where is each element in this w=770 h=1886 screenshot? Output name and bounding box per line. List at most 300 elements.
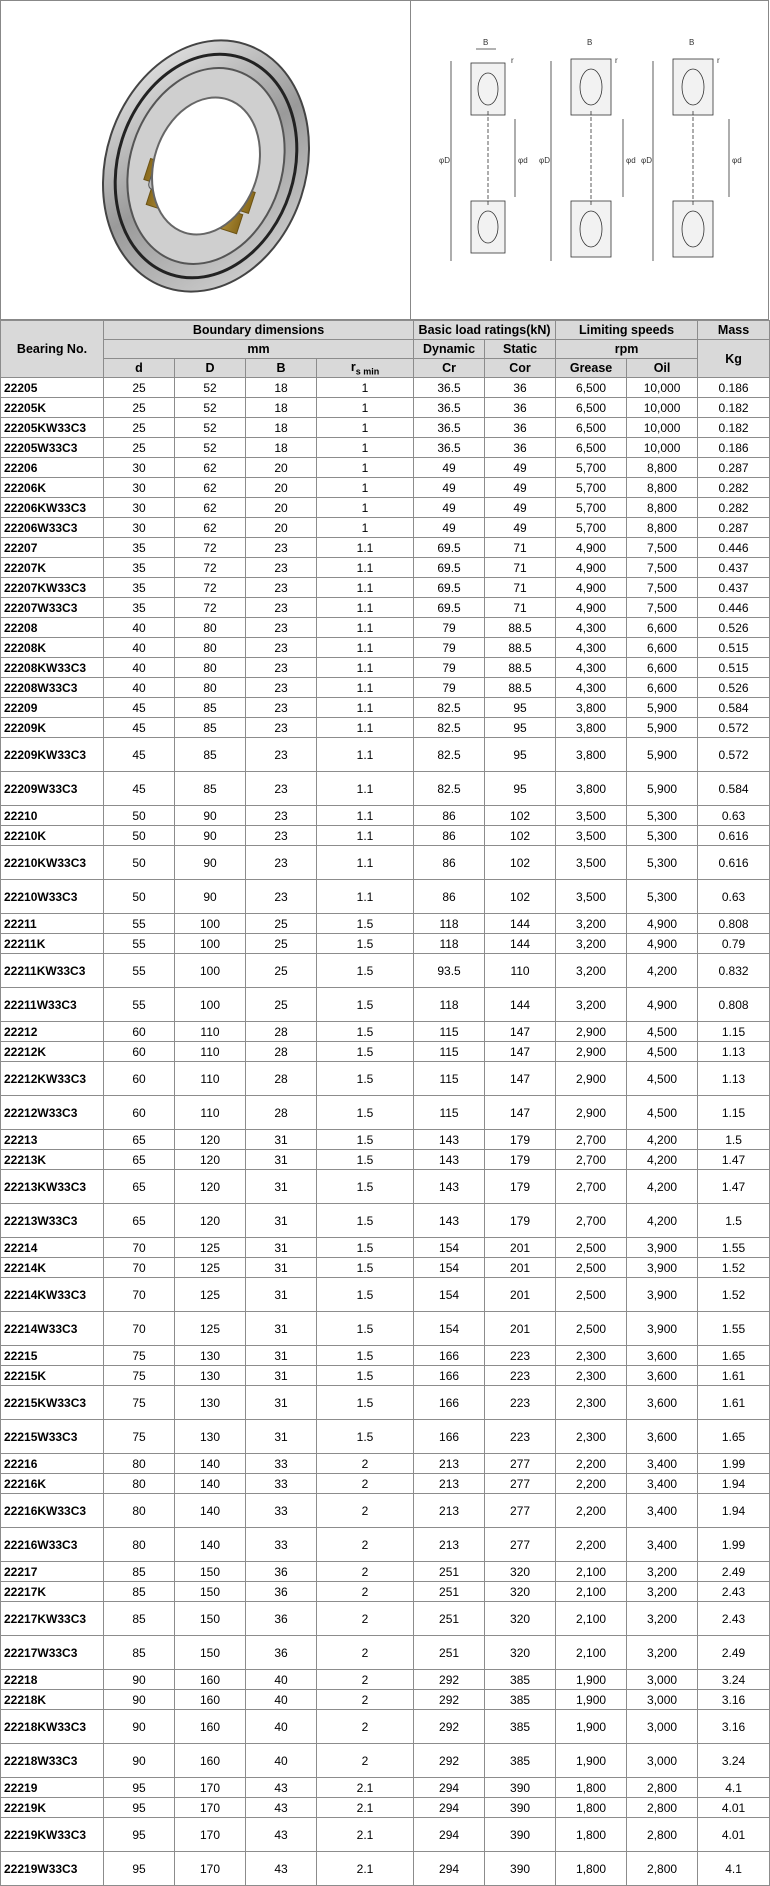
table-row bbox=[1, 598, 770, 618]
table-row bbox=[1, 806, 770, 826]
cell-rs: 2 bbox=[317, 1670, 414, 1690]
cell-cor: 320 bbox=[485, 1602, 556, 1636]
cell-d: 30 bbox=[104, 518, 175, 538]
cell-rs: 1 bbox=[317, 518, 414, 538]
cell-cor: 49 bbox=[485, 518, 556, 538]
cell-mass: 1.55 bbox=[698, 1312, 770, 1346]
cell-cr: 93.5 bbox=[414, 954, 485, 988]
bearing-table bbox=[0, 320, 770, 1886]
cell-rs: 1.1 bbox=[317, 738, 414, 772]
cell-B: 23 bbox=[246, 558, 317, 578]
cell-no: 22214W33C3 bbox=[1, 1312, 104, 1346]
cell-cor: 88.5 bbox=[485, 638, 556, 658]
cell-cr: 213 bbox=[414, 1528, 485, 1562]
cell-d: 95 bbox=[104, 1798, 175, 1818]
cell-rs: 1.5 bbox=[317, 1386, 414, 1420]
cell-oil: 2,800 bbox=[627, 1778, 698, 1798]
cell-cr: 154 bbox=[414, 1258, 485, 1278]
cell-d: 45 bbox=[104, 718, 175, 738]
cell-no: 22216W33C3 bbox=[1, 1528, 104, 1562]
cell-oil: 3,000 bbox=[627, 1744, 698, 1778]
cell-rs: 1.1 bbox=[317, 718, 414, 738]
section-drawing-1 bbox=[451, 49, 515, 261]
cell-oil: 3,900 bbox=[627, 1278, 698, 1312]
cell-cr: 166 bbox=[414, 1346, 485, 1366]
cell-mass: 0.437 bbox=[698, 578, 770, 598]
cell-d: 40 bbox=[104, 618, 175, 638]
cell-oil: 3,400 bbox=[627, 1494, 698, 1528]
cell-d: 50 bbox=[104, 806, 175, 826]
table-row bbox=[1, 558, 770, 578]
cell-cor: 277 bbox=[485, 1474, 556, 1494]
cell-D: 72 bbox=[175, 598, 246, 618]
cell-d: 30 bbox=[104, 498, 175, 518]
cell-cr: 251 bbox=[414, 1636, 485, 1670]
cell-no: 22216K bbox=[1, 1474, 104, 1494]
table-row bbox=[1, 438, 770, 458]
cell-B: 18 bbox=[246, 438, 317, 458]
header-boundary: Boundary dimensions bbox=[104, 321, 414, 340]
cell-mass: 0.63 bbox=[698, 806, 770, 826]
cell-d: 25 bbox=[104, 378, 175, 398]
cell-B: 31 bbox=[246, 1204, 317, 1238]
cell-cor: 390 bbox=[485, 1818, 556, 1852]
cell-d: 90 bbox=[104, 1744, 175, 1778]
cell-D: 120 bbox=[175, 1204, 246, 1238]
cell-cr: 69.5 bbox=[414, 578, 485, 598]
cell-mass: 0.282 bbox=[698, 478, 770, 498]
table-row bbox=[1, 1096, 770, 1130]
cell-d: 50 bbox=[104, 880, 175, 914]
cell-d: 80 bbox=[104, 1528, 175, 1562]
cell-mass: 0.808 bbox=[698, 988, 770, 1022]
header-mm: mm bbox=[104, 340, 414, 359]
cell-cr: 79 bbox=[414, 618, 485, 638]
cell-no: 22212K bbox=[1, 1042, 104, 1062]
cell-d: 90 bbox=[104, 1670, 175, 1690]
cell-no: 22210 bbox=[1, 806, 104, 826]
cell-rs: 1.1 bbox=[317, 658, 414, 678]
cell-rs: 1.5 bbox=[317, 1042, 414, 1062]
cell-cr: 251 bbox=[414, 1562, 485, 1582]
cell-oil: 4,200 bbox=[627, 954, 698, 988]
cell-cr: 143 bbox=[414, 1150, 485, 1170]
cell-cr: 294 bbox=[414, 1852, 485, 1886]
cell-D: 130 bbox=[175, 1366, 246, 1386]
cell-oil: 10,000 bbox=[627, 418, 698, 438]
cell-oil: 3,400 bbox=[627, 1528, 698, 1562]
header-d: d bbox=[104, 359, 175, 378]
cell-B: 23 bbox=[246, 578, 317, 598]
cell-mass: 1.94 bbox=[698, 1494, 770, 1528]
cell-grease: 2,500 bbox=[556, 1258, 627, 1278]
cell-B: 31 bbox=[246, 1258, 317, 1278]
cell-rs: 1.1 bbox=[317, 618, 414, 638]
cell-rs: 1.5 bbox=[317, 1420, 414, 1454]
table-row bbox=[1, 1150, 770, 1170]
cell-oil: 3,900 bbox=[627, 1238, 698, 1258]
cell-D: 72 bbox=[175, 538, 246, 558]
cell-oil: 3,600 bbox=[627, 1346, 698, 1366]
cell-mass: 0.186 bbox=[698, 378, 770, 398]
cell-cor: 320 bbox=[485, 1582, 556, 1602]
cell-d: 55 bbox=[104, 954, 175, 988]
table-row bbox=[1, 1062, 770, 1096]
cell-rs: 1.5 bbox=[317, 954, 414, 988]
table-row bbox=[1, 1670, 770, 1690]
cell-mass: 0.572 bbox=[698, 738, 770, 772]
cell-B: 36 bbox=[246, 1602, 317, 1636]
cell-B: 33 bbox=[246, 1494, 317, 1528]
cell-no: 22212 bbox=[1, 1022, 104, 1042]
cell-oil: 10,000 bbox=[627, 438, 698, 458]
cell-grease: 3,200 bbox=[556, 914, 627, 934]
cell-D: 130 bbox=[175, 1346, 246, 1366]
cell-grease: 2,300 bbox=[556, 1346, 627, 1366]
cell-oil: 3,000 bbox=[627, 1710, 698, 1744]
cell-d: 60 bbox=[104, 1022, 175, 1042]
cell-rs: 2 bbox=[317, 1636, 414, 1670]
cell-no: 22209W33C3 bbox=[1, 772, 104, 806]
header-D: D bbox=[175, 359, 246, 378]
cell-D: 85 bbox=[175, 738, 246, 772]
cell-grease: 2,700 bbox=[556, 1130, 627, 1150]
cell-no: 22214K bbox=[1, 1258, 104, 1278]
cell-cr: 292 bbox=[414, 1710, 485, 1744]
cell-oil: 5,900 bbox=[627, 772, 698, 806]
cell-B: 20 bbox=[246, 458, 317, 478]
cell-mass: 1.52 bbox=[698, 1278, 770, 1312]
cell-mass: 1.5 bbox=[698, 1204, 770, 1238]
cell-cor: 223 bbox=[485, 1386, 556, 1420]
cell-rs: 1.1 bbox=[317, 846, 414, 880]
cell-D: 100 bbox=[175, 954, 246, 988]
cell-B: 43 bbox=[246, 1798, 317, 1818]
cell-mass: 2.43 bbox=[698, 1582, 770, 1602]
cell-cr: 292 bbox=[414, 1744, 485, 1778]
table-row bbox=[1, 1042, 770, 1062]
cell-d: 70 bbox=[104, 1238, 175, 1258]
header-cor: Cor bbox=[485, 359, 556, 378]
cell-cor: 36 bbox=[485, 378, 556, 398]
header-load: Basic load ratings(kN) bbox=[414, 321, 556, 340]
cell-d: 35 bbox=[104, 558, 175, 578]
cell-grease: 2,900 bbox=[556, 1096, 627, 1130]
cell-grease: 1,800 bbox=[556, 1798, 627, 1818]
cell-no: 22205W33C3 bbox=[1, 438, 104, 458]
cell-D: 140 bbox=[175, 1528, 246, 1562]
cell-cr: 118 bbox=[414, 988, 485, 1022]
label-b-2: B bbox=[587, 38, 593, 47]
cell-mass: 1.94 bbox=[698, 1474, 770, 1494]
cell-cor: 179 bbox=[485, 1130, 556, 1150]
cell-d: 85 bbox=[104, 1602, 175, 1636]
table-row bbox=[1, 772, 770, 806]
cell-rs: 1.5 bbox=[317, 1346, 414, 1366]
bearing-drawing bbox=[411, 1, 768, 319]
cell-grease: 2,500 bbox=[556, 1238, 627, 1258]
cell-grease: 2,500 bbox=[556, 1278, 627, 1312]
table-row bbox=[1, 418, 770, 438]
cell-cr: 115 bbox=[414, 1062, 485, 1096]
cell-grease: 2,100 bbox=[556, 1636, 627, 1670]
table-row bbox=[1, 1258, 770, 1278]
cell-cor: 390 bbox=[485, 1852, 556, 1886]
cell-mass: 1.5 bbox=[698, 1130, 770, 1150]
cell-mass: 0.808 bbox=[698, 914, 770, 934]
cell-grease: 2,100 bbox=[556, 1602, 627, 1636]
cell-grease: 2,200 bbox=[556, 1454, 627, 1474]
table-row bbox=[1, 518, 770, 538]
cell-grease: 4,900 bbox=[556, 538, 627, 558]
cell-grease: 4,300 bbox=[556, 618, 627, 638]
cell-mass: 0.526 bbox=[698, 618, 770, 638]
cell-mass: 0.616 bbox=[698, 826, 770, 846]
cell-cr: 213 bbox=[414, 1454, 485, 1474]
cell-D: 140 bbox=[175, 1454, 246, 1474]
cell-d: 85 bbox=[104, 1562, 175, 1582]
cell-grease: 3,800 bbox=[556, 718, 627, 738]
cell-D: 170 bbox=[175, 1852, 246, 1886]
cell-mass: 3.24 bbox=[698, 1744, 770, 1778]
table-row bbox=[1, 1528, 770, 1562]
cell-rs: 2 bbox=[317, 1744, 414, 1778]
cell-mass: 0.515 bbox=[698, 658, 770, 678]
cell-oil: 3,400 bbox=[627, 1474, 698, 1494]
cell-rs: 2.1 bbox=[317, 1852, 414, 1886]
table-row bbox=[1, 1744, 770, 1778]
cell-no: 22207KW33C3 bbox=[1, 578, 104, 598]
cell-no: 22211W33C3 bbox=[1, 988, 104, 1022]
label-inner-diameter-3: φd bbox=[732, 156, 742, 165]
label-b-3: B bbox=[689, 38, 695, 47]
cell-cor: 144 bbox=[485, 988, 556, 1022]
cell-cr: 118 bbox=[414, 934, 485, 954]
cell-no: 22214KW33C3 bbox=[1, 1278, 104, 1312]
cell-grease: 5,700 bbox=[556, 518, 627, 538]
cell-d: 65 bbox=[104, 1150, 175, 1170]
cell-no: 22219K bbox=[1, 1798, 104, 1818]
cell-no: 22211KW33C3 bbox=[1, 954, 104, 988]
cell-grease: 5,700 bbox=[556, 498, 627, 518]
cell-rs: 1 bbox=[317, 458, 414, 478]
cell-B: 31 bbox=[246, 1170, 317, 1204]
cell-D: 140 bbox=[175, 1474, 246, 1494]
cell-rs: 1.1 bbox=[317, 638, 414, 658]
header-bearing-no: Bearing No. bbox=[1, 321, 104, 378]
cell-rs: 1 bbox=[317, 438, 414, 458]
cell-B: 31 bbox=[246, 1346, 317, 1366]
cell-grease: 4,300 bbox=[556, 658, 627, 678]
cell-mass: 1.15 bbox=[698, 1022, 770, 1042]
cell-cr: 86 bbox=[414, 880, 485, 914]
cell-mass: 3.16 bbox=[698, 1710, 770, 1744]
cell-grease: 5,700 bbox=[556, 478, 627, 498]
cell-D: 150 bbox=[175, 1636, 246, 1670]
cell-B: 33 bbox=[246, 1474, 317, 1494]
cell-grease: 3,200 bbox=[556, 954, 627, 988]
cell-mass: 0.572 bbox=[698, 718, 770, 738]
cell-grease: 4,900 bbox=[556, 558, 627, 578]
cell-cor: 110 bbox=[485, 954, 556, 988]
cell-mass: 0.446 bbox=[698, 538, 770, 558]
cell-oil: 4,500 bbox=[627, 1042, 698, 1062]
cell-cr: 82.5 bbox=[414, 698, 485, 718]
cell-rs: 2.1 bbox=[317, 1818, 414, 1852]
table-row bbox=[1, 1238, 770, 1258]
cell-cor: 201 bbox=[485, 1238, 556, 1258]
cell-D: 125 bbox=[175, 1312, 246, 1346]
table-row bbox=[1, 1312, 770, 1346]
cell-B: 23 bbox=[246, 538, 317, 558]
header-dynamic: Dynamic bbox=[414, 340, 485, 359]
cell-mass: 0.832 bbox=[698, 954, 770, 988]
cell-d: 85 bbox=[104, 1582, 175, 1602]
cell-D: 110 bbox=[175, 1096, 246, 1130]
cell-no: 22219 bbox=[1, 1778, 104, 1798]
cell-oil: 3,200 bbox=[627, 1562, 698, 1582]
cell-mass: 0.616 bbox=[698, 846, 770, 880]
cell-d: 30 bbox=[104, 458, 175, 478]
cell-D: 160 bbox=[175, 1670, 246, 1690]
cell-B: 28 bbox=[246, 1062, 317, 1096]
cell-cr: 49 bbox=[414, 498, 485, 518]
table-row bbox=[1, 1562, 770, 1582]
table-row bbox=[1, 1170, 770, 1204]
table-row bbox=[1, 718, 770, 738]
cell-cor: 385 bbox=[485, 1690, 556, 1710]
cell-d: 80 bbox=[104, 1454, 175, 1474]
cell-rs: 2 bbox=[317, 1562, 414, 1582]
cell-cr: 251 bbox=[414, 1602, 485, 1636]
cell-cor: 144 bbox=[485, 914, 556, 934]
header-kg: Kg bbox=[698, 340, 770, 378]
cell-cor: 147 bbox=[485, 1062, 556, 1096]
cell-cor: 102 bbox=[485, 880, 556, 914]
table-row bbox=[1, 378, 770, 398]
table-row bbox=[1, 618, 770, 638]
cell-cor: 88.5 bbox=[485, 678, 556, 698]
cell-rs: 1.5 bbox=[317, 1150, 414, 1170]
cell-D: 62 bbox=[175, 478, 246, 498]
cell-no: 22212W33C3 bbox=[1, 1096, 104, 1130]
cell-cr: 86 bbox=[414, 846, 485, 880]
cell-no: 22205KW33C3 bbox=[1, 418, 104, 438]
cell-grease: 2,700 bbox=[556, 1170, 627, 1204]
cell-cor: 320 bbox=[485, 1636, 556, 1670]
cell-oil: 3,000 bbox=[627, 1670, 698, 1690]
cell-oil: 4,200 bbox=[627, 1130, 698, 1150]
cell-cr: 82.5 bbox=[414, 718, 485, 738]
cell-rs: 1.1 bbox=[317, 678, 414, 698]
cell-D: 100 bbox=[175, 914, 246, 934]
cell-cor: 71 bbox=[485, 598, 556, 618]
cell-mass: 1.13 bbox=[698, 1062, 770, 1096]
cell-D: 100 bbox=[175, 934, 246, 954]
cell-no: 22210KW33C3 bbox=[1, 846, 104, 880]
cell-grease: 1,800 bbox=[556, 1818, 627, 1852]
cell-D: 160 bbox=[175, 1690, 246, 1710]
cell-B: 23 bbox=[246, 598, 317, 618]
cell-oil: 6,600 bbox=[627, 638, 698, 658]
cell-d: 55 bbox=[104, 914, 175, 934]
cell-cor: 49 bbox=[485, 478, 556, 498]
cell-no: 22208KW33C3 bbox=[1, 658, 104, 678]
cell-B: 23 bbox=[246, 658, 317, 678]
cell-oil: 3,600 bbox=[627, 1386, 698, 1420]
cell-B: 43 bbox=[246, 1778, 317, 1798]
cell-oil: 8,800 bbox=[627, 518, 698, 538]
cell-mass: 0.526 bbox=[698, 678, 770, 698]
cell-d: 65 bbox=[104, 1204, 175, 1238]
cell-cor: 102 bbox=[485, 826, 556, 846]
cell-no: 22210K bbox=[1, 826, 104, 846]
cell-D: 80 bbox=[175, 618, 246, 638]
cell-rs: 1.5 bbox=[317, 988, 414, 1022]
label-outer-diameter-3: φD bbox=[641, 156, 652, 165]
cell-rs: 1.5 bbox=[317, 1312, 414, 1346]
cell-d: 35 bbox=[104, 578, 175, 598]
cell-d: 40 bbox=[104, 638, 175, 658]
header-speeds: Limiting speeds bbox=[556, 321, 698, 340]
cell-D: 52 bbox=[175, 438, 246, 458]
cell-rs: 1.1 bbox=[317, 578, 414, 598]
cell-rs: 1.5 bbox=[317, 1258, 414, 1278]
cell-rs: 1 bbox=[317, 398, 414, 418]
cell-B: 25 bbox=[246, 934, 317, 954]
cell-no: 22208K bbox=[1, 638, 104, 658]
cell-d: 45 bbox=[104, 698, 175, 718]
cell-d: 60 bbox=[104, 1096, 175, 1130]
cell-grease: 3,200 bbox=[556, 934, 627, 954]
cell-oil: 10,000 bbox=[627, 378, 698, 398]
cell-B: 31 bbox=[246, 1150, 317, 1170]
cell-no: 22218W33C3 bbox=[1, 1744, 104, 1778]
cell-rs: 1.1 bbox=[317, 698, 414, 718]
cell-cor: 147 bbox=[485, 1042, 556, 1062]
cell-cr: 69.5 bbox=[414, 538, 485, 558]
cell-oil: 4,900 bbox=[627, 914, 698, 934]
cell-mass: 1.65 bbox=[698, 1420, 770, 1454]
cell-rs: 1 bbox=[317, 378, 414, 398]
table-row bbox=[1, 1204, 770, 1238]
cell-B: 23 bbox=[246, 880, 317, 914]
cell-d: 35 bbox=[104, 598, 175, 618]
table-row bbox=[1, 658, 770, 678]
cell-cor: 36 bbox=[485, 418, 556, 438]
cell-cr: 36.5 bbox=[414, 398, 485, 418]
cell-rs: 2 bbox=[317, 1690, 414, 1710]
label-b-1: B bbox=[483, 38, 489, 47]
cell-cor: 385 bbox=[485, 1670, 556, 1690]
cell-cor: 390 bbox=[485, 1798, 556, 1818]
cell-grease: 5,700 bbox=[556, 458, 627, 478]
cell-mass: 0.186 bbox=[698, 438, 770, 458]
cell-rs: 1.1 bbox=[317, 772, 414, 806]
cell-no: 22211 bbox=[1, 914, 104, 934]
cell-oil: 2,800 bbox=[627, 1818, 698, 1852]
cell-D: 52 bbox=[175, 418, 246, 438]
cell-D: 110 bbox=[175, 1062, 246, 1096]
cell-grease: 2,900 bbox=[556, 1042, 627, 1062]
cell-rs: 2 bbox=[317, 1454, 414, 1474]
cell-d: 75 bbox=[104, 1386, 175, 1420]
cell-B: 20 bbox=[246, 478, 317, 498]
cell-grease: 4,900 bbox=[556, 578, 627, 598]
cell-oil: 5,300 bbox=[627, 806, 698, 826]
cell-D: 120 bbox=[175, 1130, 246, 1150]
cell-D: 150 bbox=[175, 1602, 246, 1636]
